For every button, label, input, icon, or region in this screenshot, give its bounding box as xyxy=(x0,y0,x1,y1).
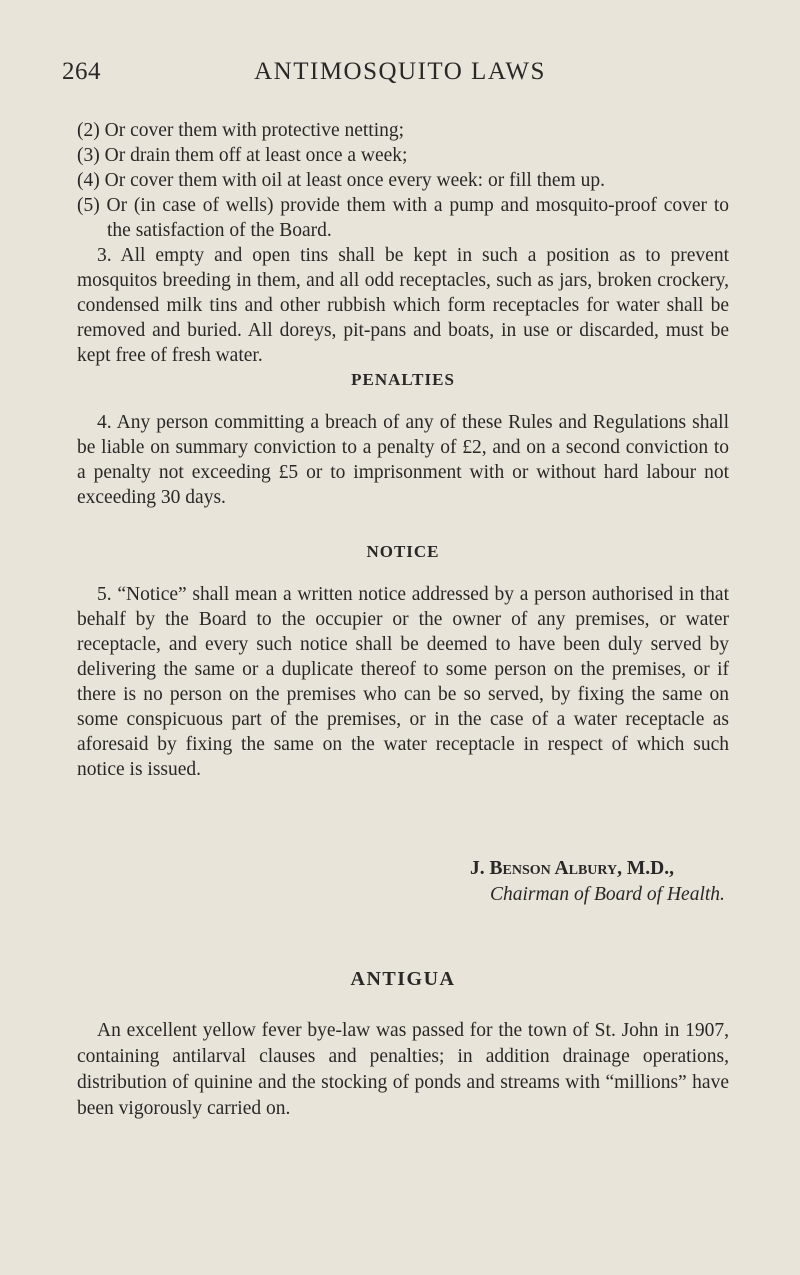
antigua-paragraph: An excellent yellow fever bye-law was passed for the town of St. John in 1907, containing antilarval clauses and penalties; in addition drainage operations, distribution of quinine and the stocking of ponds and streams with “millions” have been vigorously carried on. xyxy=(77,1020,729,1119)
condition-item: (4) Or cover them with oil at least once every week: or fill them up. xyxy=(77,170,605,191)
running-title: ANTIMOSQUITO LAWS xyxy=(254,58,546,85)
page-number: 264 xyxy=(62,58,101,85)
running-head xyxy=(62,58,738,98)
signatory-name xyxy=(470,856,725,882)
notice-paragraph: 5. “Notice” shall mean a written notice addressed by a person authorised in that behalf by the Board to the occupier or the owner of any premises, or water receptacle, and every such notice shall be deemed to have been duly served by delivering the same or a duplicate thereof to some person on the premises, or if there is no person on the premises who can be so served, by fixing the same on some conspicuous part of the premises, or in the case of a water receptacle as aforesaid by fixing the same on the water receptacle in respect of which such notice is issued. xyxy=(77,584,729,780)
antigua-heading: ANTIGUA xyxy=(350,968,456,990)
penalties-paragraph: 4. Any person committing a breach of any of these Rules and Regulations shall be liable on summary conviction to a penalty of £2, and on a second conviction to a penalty not exceeding £5 or to imprisonment with or without hard labour not exceeding 30 days. xyxy=(77,412,729,508)
condition-item: (5) Or (in case of wells) provide them with a pump and mosquito-proof cover to the satisfaction of the Board. xyxy=(77,195,729,241)
penalties-heading: PENALTIES xyxy=(351,370,455,389)
notice-section xyxy=(77,582,729,782)
signature-block xyxy=(470,856,725,908)
signatory-surname: Benson Albury xyxy=(489,858,618,879)
clause-3-paragraph: 3. All empty and open tins shall be kept in such a position as to prevent mosquitos breeding in them, and all odd receptacles, such as jars, broken crockery, condensed milk tins and other rubbish which form receptacles for water shall be removed and buried. All doreys, pit-pans and boats, in use or discarded, must be kept free of fresh water. xyxy=(77,245,729,366)
signatory-suffix: , M.D., xyxy=(617,858,675,879)
signatory-initial: J. xyxy=(470,858,485,879)
signatory-title: Chairman of Board of Health. xyxy=(490,884,725,905)
penalties-section xyxy=(77,410,729,510)
condition-item: (2) Or cover them with protective netting; xyxy=(77,120,405,141)
notice-heading: NOTICE xyxy=(366,542,440,561)
condition-item: (3) Or drain them off at least once a week; xyxy=(77,145,408,166)
antigua-section xyxy=(77,1018,729,1122)
numbered-conditions xyxy=(77,118,729,368)
